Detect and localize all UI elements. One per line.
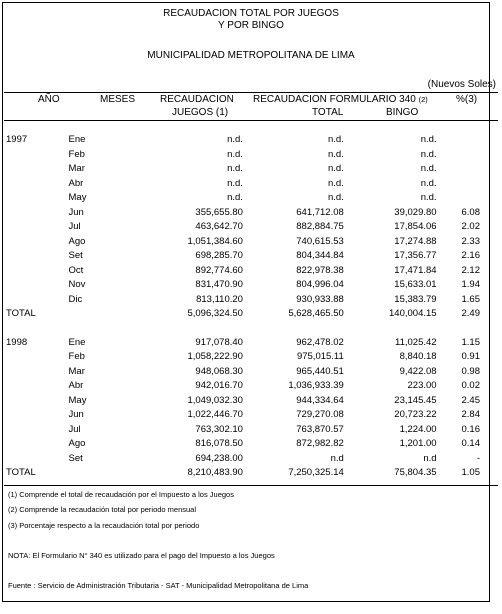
- footnote-3: (3) Porcentaje respecto a la recaudación total por periodo: [8, 521, 200, 530]
- table-row: [6, 437, 482, 452]
- cell-year: [6, 278, 69, 293]
- cell-rec: 1,049,032.30: [187, 394, 243, 406]
- cell-bingo: 75,804.35: [394, 467, 437, 478]
- cell-rec: 1,058,222.90: [187, 351, 243, 362]
- cell-rec: 355,655.80: [195, 206, 243, 218]
- cell-bingo: n.d.: [420, 134, 437, 145]
- table-row: [6, 293, 482, 308]
- cell-pct: [437, 148, 482, 163]
- cell-year: [6, 177, 69, 192]
- cell-month: Nov: [68, 279, 86, 290]
- cell-total: 872,982.82: [296, 438, 344, 449]
- table-row: [6, 336, 482, 351]
- cell-month: Abr: [68, 380, 84, 391]
- cell-bingo: 39,029.80: [394, 206, 437, 218]
- cell-total: 822,978.38: [296, 264, 344, 276]
- footnote-1: (1) Comprende el total de recaudación por el Impuesto a los Juegos: [8, 490, 234, 499]
- cell-total: 804,996.04: [296, 279, 344, 290]
- cell-pct: [437, 191, 482, 206]
- footnote-fuente: Fuente : Servicio de Administración Tributaria - SAT - Municipalidad Metropolitana de Lima: [8, 581, 309, 590]
- table-row: [6, 408, 482, 423]
- cell-month: Ago: [68, 438, 86, 449]
- cell-total: 729,270.08: [296, 409, 344, 420]
- table-row: [6, 452, 482, 467]
- cell-month: May: [68, 192, 87, 203]
- cell-pct: 0.16: [461, 423, 480, 435]
- table-bottom-rule: [4, 485, 498, 486]
- cell-month: [69, 307, 140, 322]
- cell-rec: 1,051,384.60: [187, 235, 243, 247]
- cell-month: Mar: [68, 163, 85, 174]
- cell-total: 5,628,465.50: [288, 308, 344, 319]
- cell-pct: 0.91: [461, 351, 480, 362]
- cell-month: Jun: [68, 409, 84, 420]
- cell-month: Set: [68, 250, 83, 261]
- cell-month: Ene: [68, 134, 86, 145]
- cell-bingo: 20,723.22: [394, 409, 437, 420]
- cell-total: 882,884.75: [296, 221, 344, 232]
- report-title-line2: Y POR BINGO: [218, 20, 284, 31]
- cell-month: Ago: [68, 235, 86, 247]
- cell-month: Jul: [68, 423, 81, 435]
- cell-pct: 1.15: [461, 336, 480, 348]
- cell-pct: 2.45: [461, 394, 480, 406]
- cell-pct: [437, 177, 482, 192]
- cell-year: 1997: [6, 134, 28, 145]
- cell-year: [6, 148, 69, 163]
- cell-pct: [437, 133, 482, 148]
- table-row: [6, 264, 482, 279]
- cell-rec: 816,078.50: [195, 438, 243, 449]
- cell-month: Dic: [68, 293, 83, 305]
- cell-month: Feb: [68, 148, 85, 160]
- cell-total: 944,334.64: [296, 394, 344, 406]
- cell-total: 641,712.08: [296, 206, 344, 218]
- cell-year: [6, 365, 69, 380]
- cell-year: TOTAL: [6, 308, 36, 319]
- table-row: [6, 133, 482, 148]
- cell-month: Oct: [68, 264, 84, 276]
- total-row: [6, 307, 482, 322]
- cell-total: 965,440.51: [296, 365, 344, 377]
- cell-rec: 942,016.70: [195, 380, 243, 391]
- cell-pct: 1.65: [461, 293, 480, 305]
- cell-month: Jul: [68, 221, 81, 232]
- total-row: [6, 466, 482, 481]
- cell-year: [6, 220, 69, 235]
- cell-rec: n.d.: [227, 192, 243, 203]
- cell-total: n.d.: [327, 134, 344, 145]
- cell-bingo: n.d.: [420, 163, 437, 174]
- cell-month: Jun: [68, 206, 84, 218]
- cell-year: [6, 394, 69, 409]
- cell-pct: -: [476, 452, 480, 464]
- cell-rec: 948,068.30: [195, 365, 243, 377]
- cell-bingo: 17,471.84: [394, 264, 437, 276]
- cell-rec: 892,774.60: [195, 264, 243, 276]
- cell-pct: 1.05: [461, 467, 480, 478]
- cell-year: [6, 437, 69, 452]
- cell-rec: 831,470.90: [195, 279, 243, 290]
- cell-total: 804,344.84: [296, 250, 344, 261]
- cell-pct: 2.02: [461, 221, 480, 232]
- cell-pct: 2.33: [461, 235, 480, 247]
- table-row: [6, 177, 482, 192]
- cell-total: 930,933.88: [296, 293, 344, 305]
- cell-month: [69, 466, 140, 481]
- cell-pct: 2.49: [461, 308, 480, 319]
- cell-year: [6, 264, 69, 279]
- table-row: [6, 379, 482, 394]
- report-title-line1: RECAUDACION TOTAL POR JUEGOS: [163, 8, 339, 19]
- cell-bingo: n.d: [423, 452, 437, 464]
- table-row: [6, 191, 482, 206]
- cell-bingo: 23,145.45: [394, 394, 437, 406]
- cell-total: 962,478.02: [296, 336, 344, 348]
- cell-rec: 8,210,483.90: [187, 467, 243, 478]
- cell-pct: 0.14: [461, 438, 480, 449]
- header-bottom-rule: [4, 120, 498, 121]
- cell-year: TOTAL: [6, 467, 36, 478]
- cell-year: [6, 293, 69, 308]
- cell-bingo: 140,004.15: [389, 308, 437, 319]
- cell-rec: 463,642.70: [195, 221, 243, 232]
- cell-rec: 917,078.40: [195, 336, 243, 348]
- footnote-2: (2) Comprende la recaudación total por periodo mensual: [8, 505, 197, 514]
- cell-total: n.d.: [327, 148, 344, 160]
- table-row: [6, 365, 482, 380]
- cell-pct: 6.08: [461, 206, 480, 218]
- cell-pct: 2.16: [461, 250, 480, 261]
- cell-total: n.d.: [327, 192, 344, 203]
- cell-rec: n.d.: [227, 177, 243, 189]
- cell-bingo: 11,025.42: [395, 336, 437, 348]
- revenue-table: [6, 133, 482, 481]
- cell-pct: 0.02: [461, 380, 480, 391]
- units-label: (Nuevos Soles): [427, 79, 496, 90]
- cell-bingo: 17,854.06: [394, 221, 437, 232]
- cell-year: [6, 350, 69, 365]
- cell-year: [6, 423, 69, 438]
- cell-year: [6, 452, 69, 467]
- cell-rec: n.d.: [227, 134, 243, 145]
- cell-rec: n.d.: [227, 148, 243, 160]
- cell-total: 7,250,325.14: [288, 467, 344, 478]
- col-header-total: TOTAL: [312, 107, 344, 118]
- cell-year: [6, 206, 69, 221]
- cell-bingo: 223.00: [407, 380, 437, 391]
- cell-month: Mar: [68, 365, 85, 377]
- cell-pct: 2.84: [461, 409, 480, 420]
- cell-bingo: 17,356.77: [394, 250, 437, 261]
- cell-total: 1,036,933.39: [288, 380, 344, 391]
- cell-month: Set: [68, 452, 83, 464]
- cell-month: Ene: [68, 336, 86, 348]
- cell-year: [6, 162, 69, 177]
- cell-rec: 1,022,446.70: [187, 409, 243, 420]
- table-row: [6, 235, 482, 250]
- cell-bingo: 1,224.00: [399, 423, 437, 435]
- cell-rec: 698,285.70: [195, 250, 243, 261]
- table-row: [6, 278, 482, 293]
- cell-total: 740,615.53: [296, 235, 344, 247]
- table-row: [6, 423, 482, 438]
- cell-bingo: n.d.: [420, 148, 437, 160]
- col-header-bingo: BINGO: [386, 107, 419, 118]
- cell-pct: 1.94: [461, 279, 480, 290]
- report-subtitle: MUNICIPALIDAD METROPOLITANA DE LIMA: [147, 50, 355, 61]
- table-row: [6, 162, 482, 177]
- col-header-anio: AÑO: [38, 94, 60, 105]
- cell-rec: 5,096,324.50: [187, 308, 243, 319]
- cell-total: n.d.: [327, 177, 344, 189]
- cell-year: 1998: [6, 336, 28, 348]
- cell-rec: n.d.: [227, 163, 243, 174]
- cell-year: [6, 235, 69, 250]
- table-row: [6, 350, 482, 365]
- cell-pct: 0.98: [461, 365, 480, 377]
- table-row: [6, 249, 482, 264]
- cell-month: Abr: [68, 177, 84, 189]
- cell-bingo: 17,274.88: [394, 235, 437, 247]
- cell-pct: 2.12: [461, 264, 480, 276]
- cell-bingo: 1,201.00: [399, 438, 437, 449]
- col-header-formulario-note: (2): [418, 95, 428, 104]
- table-row: [6, 220, 482, 235]
- cell-bingo: n.d.: [420, 192, 437, 203]
- col-header-pct: %(3): [456, 94, 478, 105]
- cell-total: n.d: [330, 452, 344, 464]
- revenue-table-body: [6, 133, 482, 481]
- table-row: [6, 394, 482, 409]
- cell-year: [6, 249, 69, 264]
- cell-bingo: 15,633.01: [394, 279, 437, 290]
- footnote-nota: NOTA: El Formulario N° 340 es utilizado para el pago del Impuesto a los Juegos: [8, 551, 275, 560]
- col-header-recaudacion: RECAUDACION: [160, 94, 234, 105]
- col-header-recaudacion-formulario: [253, 94, 428, 105]
- cell-total: n.d.: [327, 163, 344, 174]
- cell-month: May: [68, 394, 87, 406]
- table-row: [6, 148, 482, 163]
- cell-bingo: n.d.: [420, 177, 437, 189]
- cell-total: 975,015.11: [296, 351, 344, 362]
- col-header-formulario-label: RECAUDACION FORMULARIO 340: [253, 94, 416, 105]
- cell-pct: [437, 162, 482, 177]
- cell-bingo: 9,422.08: [399, 365, 437, 377]
- table-row: [6, 206, 482, 221]
- header-top-rule: [4, 92, 498, 93]
- col-header-meses: MESES: [100, 94, 136, 105]
- cell-month: Feb: [68, 351, 85, 362]
- cell-bingo: 15,383.79: [394, 293, 437, 305]
- spacer-row: [6, 322, 482, 336]
- cell-rec: 694,238.00: [195, 452, 243, 464]
- cell-rec: 813,110.20: [196, 293, 243, 305]
- cell-rec: 763,302.10: [195, 423, 243, 435]
- col-header-juegos: JUEGOS (1): [172, 107, 229, 118]
- cell-year: [6, 379, 69, 394]
- cell-bingo: 8,840.18: [399, 351, 437, 362]
- cell-year: [6, 408, 69, 423]
- cell-year: [6, 191, 69, 206]
- cell-total: 763,870.57: [296, 423, 344, 435]
